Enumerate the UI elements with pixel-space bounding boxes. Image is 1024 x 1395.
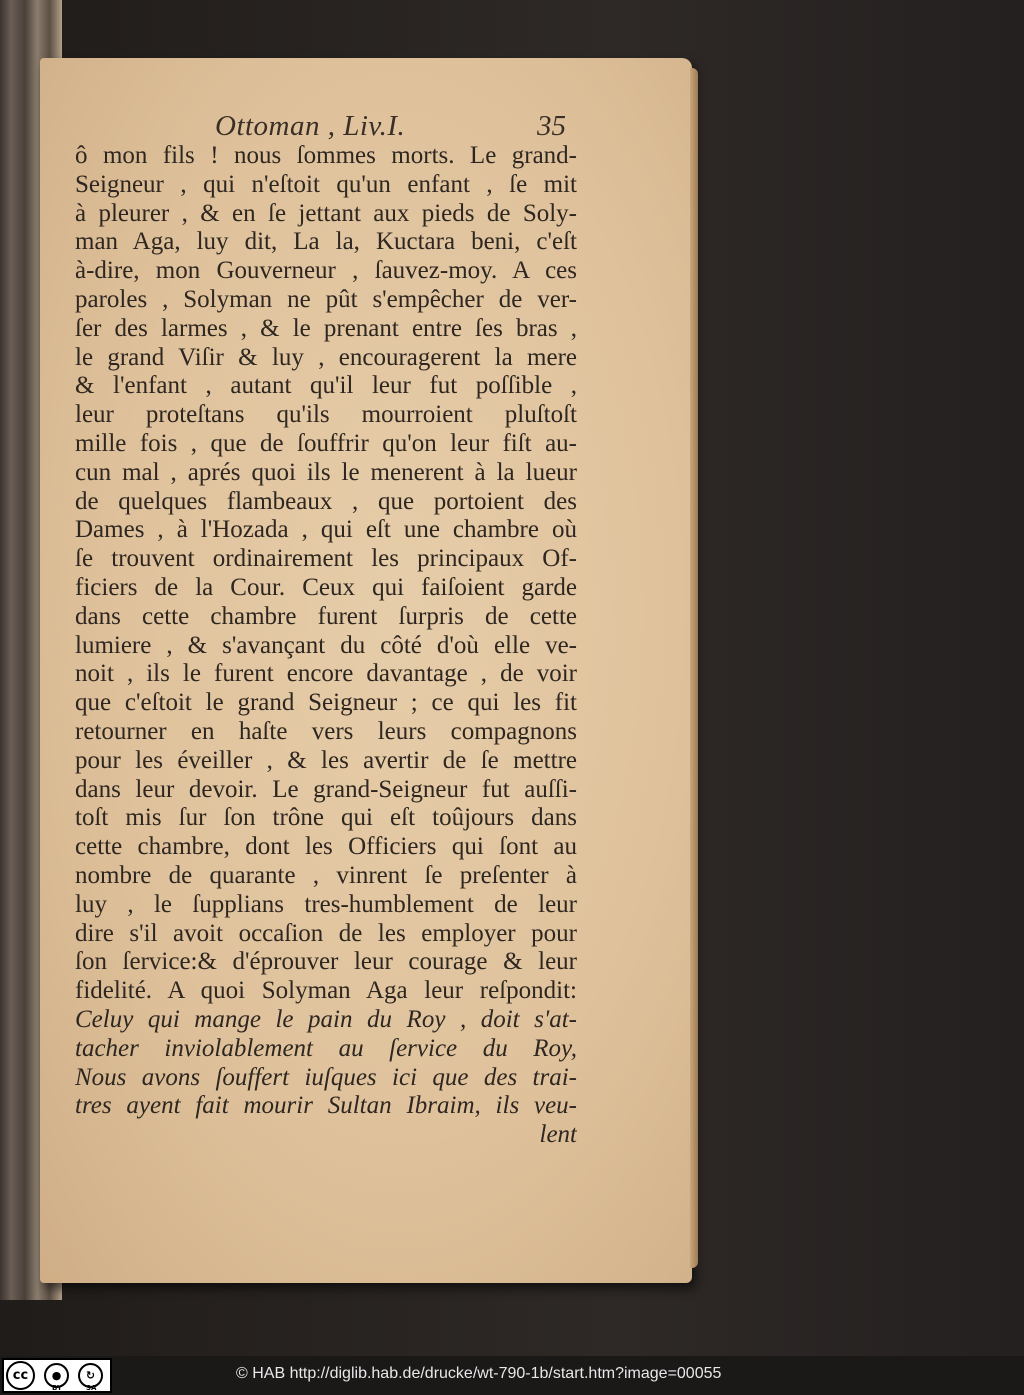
text-line: que c'eſtoit le grand Seigneur ; ce qui les fit — [75, 689, 577, 717]
text-line: Seigneur , qui n'eſtoit qu'un enfant , ſe mit — [75, 170, 577, 198]
page-number: 35 — [537, 110, 566, 142]
running-head: Ottoman , Liv.I. — [215, 110, 406, 142]
text-line: & l'enfant , autant qu'il leur fut poſſible , — [75, 372, 577, 400]
share-alike-icon: ↻ — [78, 1363, 103, 1388]
text-line: cun mal , aprés quoi ils le menerent à la lueur — [75, 458, 577, 486]
text-line: luy , le ſupplians tres-humblement de leur — [75, 890, 577, 918]
text-line: noit , ils le furent encore davantage , de voir — [75, 660, 577, 688]
text-line: nombre de quarante , vinrent ſe preſenter à — [75, 861, 577, 889]
by-label: BY — [52, 1384, 63, 1392]
text-line: ô mon fils ! nous ſommes morts. Le grand- — [75, 142, 577, 169]
text-line: tacher inviolablement au ſervice du Roy, — [75, 1034, 577, 1062]
text-line: dans leur devoir. Le grand-Seigneur fut auſſi- — [75, 775, 577, 803]
text-line: leur proteſtans qu'ils mourroient pluſtoſt — [75, 401, 577, 429]
copyright-link[interactable]: © HAB http://diglib.hab.de/drucke/wt-790-1b/start.htm?image=00055 — [236, 1365, 722, 1382]
text-line: retourner en haſte vers leurs compagnons — [75, 717, 577, 745]
text-line: cette chambre, dont les Officiers qui ſont au — [75, 833, 577, 861]
text-line: toſt mis ſur ſon trône qui eſt toûjours dans — [75, 804, 577, 832]
text-line: tres ayent fait mourir Sultan Ibraim, ils veu- — [75, 1092, 577, 1120]
text-line: ſon ſervice:& d'éprouver leur courage & leur — [75, 948, 577, 976]
text-line: Celuy qui mange le pain du Roy , doit s'at- — [75, 1005, 577, 1033]
cc-license-badge[interactable] — [2, 1358, 112, 1393]
body-text — [75, 142, 577, 1150]
text-line: ficiers de la Cour. Ceux qui faiſoient garde — [75, 573, 577, 601]
text-line: paroles , Solyman ne pût s'empêcher de ver- — [75, 285, 577, 313]
book-page — [40, 58, 692, 1283]
text-line: de quelques flambeaux , que portoient des — [75, 487, 577, 515]
text-line: à pleurer , & en ſe jettant aux pieds de Soly- — [75, 199, 577, 227]
text-line: fidelité. A quoi Solyman Aga leur reſpondit: — [75, 977, 577, 1005]
text-line: man Aga, luy dit, La la, Kuctara beni, c'eſt — [75, 228, 577, 256]
text-line: pour les éveiller , & les avertir de ſe mettre — [75, 746, 577, 774]
text-line: Dames , à l'Hozada , qui eſt une chambre où — [75, 516, 577, 544]
text-line: mille fois , que de ſouffrir qu'on leur fiſt au- — [75, 429, 577, 457]
person-icon: ● — [44, 1363, 69, 1388]
text-line: dire s'il avoit occaſion de les employer pour — [75, 919, 577, 947]
footer-bar — [0, 1356, 1024, 1395]
sa-label: SA — [86, 1384, 97, 1392]
text-line: lent — [539, 1121, 577, 1149]
text-line: Nous avons ſouffert iuſques ici que des trai- — [75, 1063, 577, 1091]
text-line: dans cette chambre furent ſurpris de cette — [75, 602, 577, 630]
text-line: ſer des larmes , & le prenant entre ſes bras , — [75, 314, 577, 342]
text-line: ſe trouvent ordinairement les principaux Of- — [75, 545, 577, 573]
page-edge — [690, 68, 698, 1268]
text-line: lumiere , & s'avançant du côté d'où elle ve- — [75, 631, 577, 659]
text-line: le grand Viſir & luy , encouragerent la mere — [75, 343, 577, 371]
cc-icon: cc — [6, 1361, 35, 1390]
text-line: à-dire, mon Gouverneur , ſauvez-moy. A ces — [75, 257, 577, 285]
